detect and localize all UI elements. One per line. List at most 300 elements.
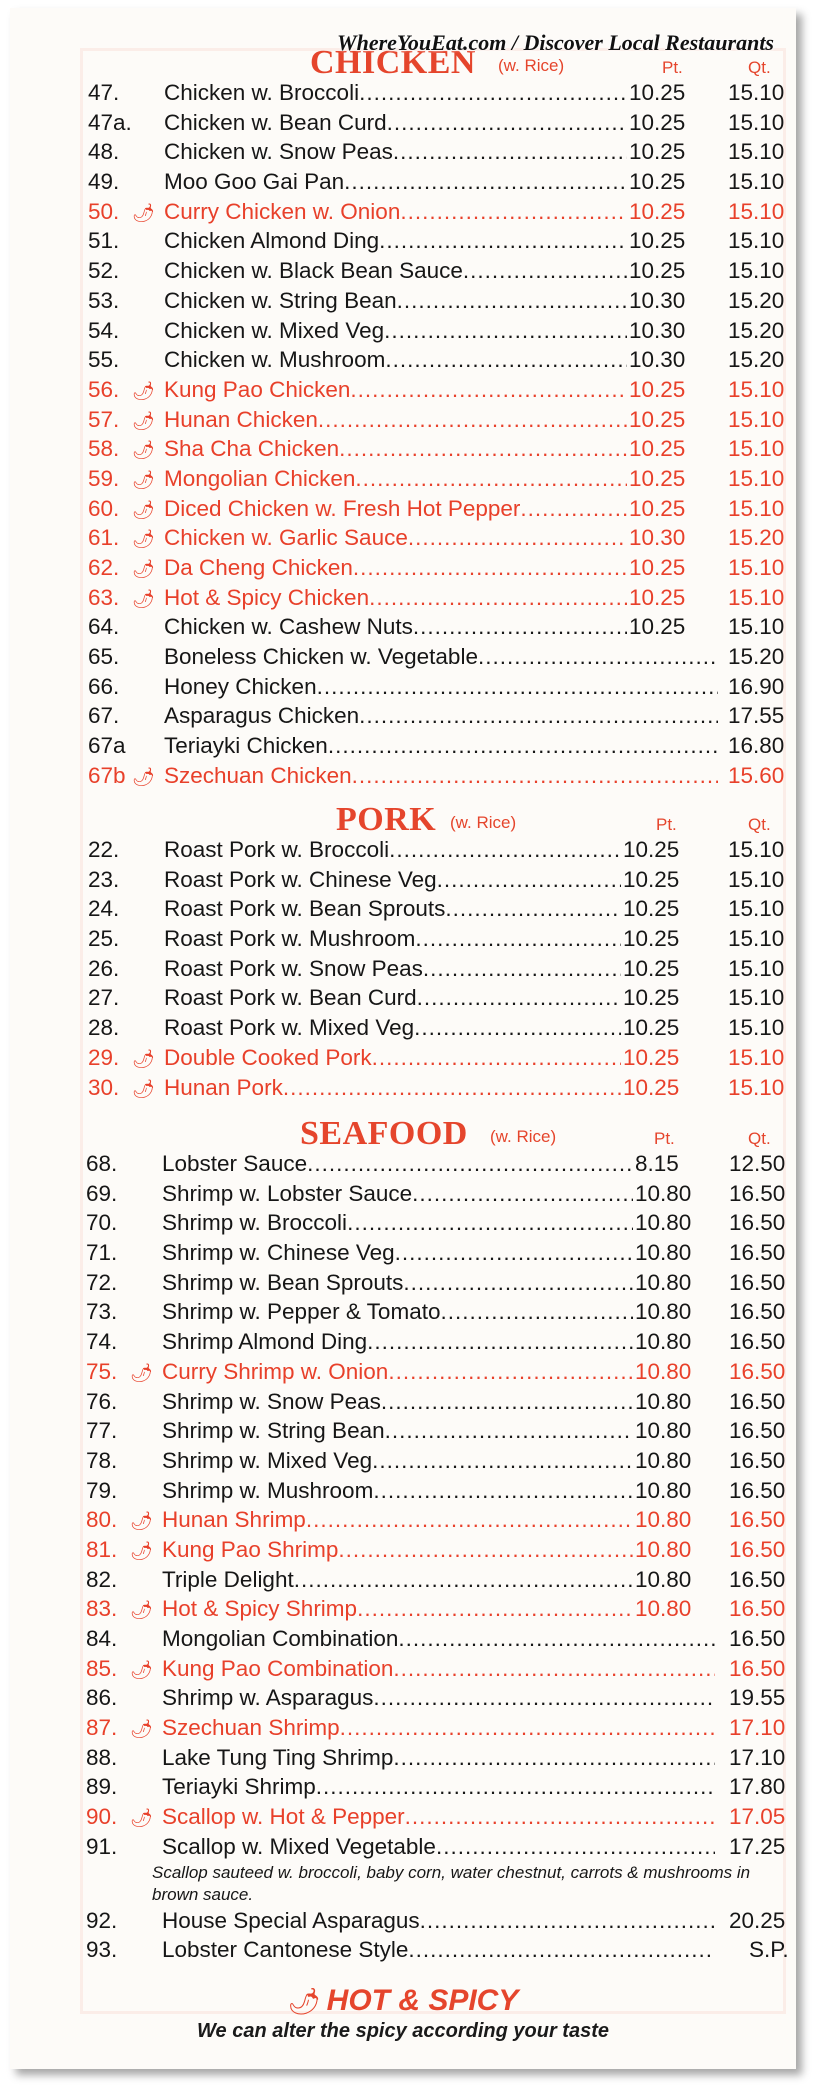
- quart-price: 15.10: [728, 258, 785, 284]
- dot-leader: [359, 701, 718, 731]
- quart-price: 16.50: [729, 1210, 786, 1236]
- item-name: Triple Delight: [162, 1566, 294, 1592]
- dot-leader: [372, 1043, 621, 1073]
- item-name: Shrimp w. Chinese Veg: [162, 1240, 395, 1266]
- item-name: Shrimp Almond Ding: [162, 1329, 368, 1355]
- section-title: SEAFOOD: [300, 1115, 468, 1152]
- dot-leader: [398, 1624, 715, 1654]
- menu-item-row: [88, 197, 788, 227]
- item-name: Kung Pao Shrimp: [162, 1536, 339, 1562]
- quart-price: 15.10: [728, 139, 785, 165]
- item-name-leader: [162, 1713, 715, 1743]
- item-number: 89.: [86, 1774, 118, 1800]
- pint-price: 10.80: [635, 1418, 692, 1444]
- quart-price: 15.20: [728, 317, 785, 343]
- pint-price: 10.25: [623, 896, 680, 922]
- dot-leader: [436, 1832, 715, 1862]
- pint-price: 10.80: [635, 1329, 692, 1355]
- quart-price: 16.50: [729, 1596, 786, 1622]
- menu-item-row: [88, 316, 788, 346]
- item-name-leader: [162, 1297, 633, 1327]
- menu-item-row: [86, 1416, 796, 1446]
- quart-price: 15.10: [728, 465, 785, 491]
- chili-pepper-icon: 🌶︎: [132, 469, 155, 490]
- item-number: 88.: [86, 1744, 118, 1770]
- dot-leader: [373, 1683, 715, 1713]
- quart-price: 15.10: [728, 495, 785, 521]
- dot-leader: [393, 1743, 715, 1773]
- dot-leader: [423, 954, 621, 984]
- quart-price: 16.50: [729, 1358, 786, 1384]
- section-subtitle: (w. Rice): [498, 56, 565, 75]
- item-number: 67.: [88, 703, 120, 729]
- menu-item-row: [88, 1043, 788, 1073]
- item-name-leader: [164, 345, 627, 375]
- pint-price: 10.25: [629, 436, 686, 462]
- item-name-leader: [164, 894, 621, 924]
- chili-pepper-icon: 🌶︎: [130, 1362, 153, 1383]
- item-name: Hunan Chicken: [164, 406, 318, 432]
- menu-item-row: [86, 1179, 796, 1209]
- item-number: 71.: [86, 1240, 118, 1266]
- item-number: 92.: [86, 1907, 118, 1933]
- quart-price: 15.10: [728, 555, 785, 580]
- pint-price: 10.25: [629, 555, 686, 580]
- item-name-leader: [164, 1013, 621, 1043]
- quart-price: 12.50: [729, 1151, 786, 1176]
- quart-price: 16.50: [729, 1626, 786, 1651]
- dot-leader: [379, 226, 627, 256]
- pint-price: 10.80: [635, 1180, 692, 1206]
- menu-item-row: [88, 731, 788, 761]
- quart-price: 15.10: [728, 109, 785, 135]
- menu-item-row: [86, 1327, 796, 1357]
- item-name: Hot & Spicy Chicken: [164, 584, 370, 610]
- dot-leader: [328, 731, 718, 761]
- quart-price: 15.10: [728, 228, 785, 254]
- item-number: 24.: [88, 896, 120, 922]
- pint-price: 10.30: [629, 347, 686, 373]
- quart-price: 15.20: [728, 347, 785, 373]
- dot-leader: [283, 1073, 621, 1103]
- item-name: Kung Pao Chicken: [164, 376, 351, 402]
- quart-price: 15.60: [728, 762, 785, 788]
- item-number: 47.: [88, 80, 120, 105]
- quart-price: 15.10: [728, 866, 785, 892]
- dot-leader: [340, 1713, 715, 1743]
- pint-price: 10.25: [629, 80, 686, 105]
- item-name-leader: [164, 256, 627, 286]
- item-name-leader: [164, 523, 627, 553]
- menu-item-row: [86, 1505, 796, 1535]
- item-name-leader: [164, 612, 627, 642]
- quart-price: 15.10: [728, 614, 785, 640]
- dot-leader: [306, 1505, 633, 1535]
- menu-item-row: [88, 494, 788, 524]
- item-name: Teriayki Shrimp: [162, 1774, 316, 1800]
- menu-item-row: [86, 1935, 796, 1965]
- item-name: Curry Shrimp w. Onion: [162, 1358, 389, 1384]
- quart-price: 19.55: [729, 1685, 786, 1711]
- menu-item-row: [88, 78, 788, 108]
- pint-price: 10.80: [635, 1299, 692, 1325]
- item-name-leader: [164, 1043, 621, 1073]
- quart-price: 15.20: [728, 287, 785, 313]
- item-number: 75.: [86, 1358, 118, 1384]
- menu-item-row: [86, 1149, 796, 1179]
- item-name-leader: [164, 835, 621, 865]
- item-number: 83.: [86, 1596, 118, 1622]
- dot-leader: [352, 761, 718, 791]
- item-name: Roast Pork w. Broccoli: [164, 837, 390, 862]
- item-number: 78.: [86, 1447, 118, 1473]
- chili-pepper-icon: 🌶︎: [132, 202, 155, 223]
- quart-price: 15.10: [728, 955, 785, 981]
- pint-price: 10.25: [623, 985, 680, 1011]
- quart-price: 15.10: [728, 80, 785, 105]
- item-name-leader: [162, 1594, 633, 1624]
- item-name: Roast Pork w. Chinese Veg: [164, 866, 437, 892]
- item-name-leader: [164, 983, 621, 1013]
- menu-footer: [10, 1984, 796, 2043]
- chili-pepper-icon: 🌶︎: [132, 766, 155, 787]
- item-name: Shrimp w. Lobster Sauce: [162, 1180, 413, 1206]
- dot-leader: [389, 835, 621, 865]
- dot-leader: [413, 612, 627, 642]
- pint-price: 10.80: [635, 1388, 692, 1414]
- item-name: Shrimp w. Pepper & Tomato: [162, 1299, 441, 1325]
- item-name: Chicken w. Bean Curd: [164, 109, 387, 135]
- item-name-leader: [164, 1073, 621, 1103]
- quart-price: 15.10: [728, 1015, 785, 1041]
- quart-price: 15.10: [728, 406, 785, 432]
- item-name-leader: [162, 1387, 633, 1417]
- chicken-section: [88, 44, 788, 791]
- item-name-leader: [162, 1476, 633, 1506]
- item-name-leader: [164, 286, 627, 316]
- dot-leader: [437, 865, 621, 895]
- dot-leader: [388, 1357, 633, 1387]
- item-name-leader: [162, 1772, 715, 1802]
- item-name: Chicken w. Snow Peas: [164, 139, 393, 165]
- site-watermark: WhereYouEat.com / Discover Local Restaurants: [337, 30, 774, 55]
- item-name-leader: [164, 405, 627, 435]
- quart-price: 15.10: [728, 376, 785, 402]
- quart-price: 15.10: [728, 1044, 785, 1070]
- dot-leader: [385, 1416, 633, 1446]
- quart-price: 15.20: [728, 525, 785, 551]
- chili-pepper-icon: 🌶︎: [132, 1048, 155, 1069]
- menu-item-row: [86, 1446, 796, 1476]
- chili-pepper-icon: 🌶︎: [132, 380, 155, 401]
- item-name-leader: [164, 761, 718, 791]
- item-name: Shrimp w. Mixed Veg: [162, 1447, 373, 1473]
- item-name: Scallop w. Hot & Pepper: [162, 1804, 405, 1830]
- item-name: Roast Pork w. Bean Curd: [164, 985, 417, 1011]
- pint-price: 10.80: [635, 1210, 692, 1236]
- pint-column-header: Pt.: [662, 58, 683, 77]
- menu-item-row: [88, 345, 788, 375]
- quart-column-header: Qt.: [748, 815, 771, 834]
- dot-leader: [359, 78, 627, 108]
- item-number: 27.: [88, 985, 120, 1011]
- item-number: 63.: [88, 584, 120, 610]
- dot-leader: [445, 894, 621, 924]
- menu-item-row: [88, 137, 788, 167]
- menu-item-row: [86, 1654, 796, 1684]
- dot-leader: [353, 553, 627, 583]
- chili-pepper-icon: 🌶︎: [132, 499, 155, 520]
- dot-leader: [463, 256, 627, 286]
- seafood-header: [86, 1115, 796, 1152]
- item-name: Roast Pork w. Mixed Veg: [164, 1015, 415, 1041]
- menu-item-row: [88, 835, 788, 865]
- dot-leader: [294, 1565, 633, 1595]
- item-number: 29.: [88, 1044, 120, 1070]
- item-number: 49.: [88, 169, 120, 195]
- item-number: 65.: [88, 644, 120, 670]
- item-number: 61.: [88, 525, 120, 551]
- menu-item-row: [86, 1772, 796, 1802]
- item-name-leader: [162, 1802, 715, 1832]
- menu-item-row: [88, 701, 788, 731]
- item-number: 55.: [88, 347, 120, 373]
- pint-price: 10.30: [629, 287, 686, 313]
- item-name: Moo Goo Gai Pan: [164, 169, 345, 195]
- item-name: Teriayki Chicken: [164, 733, 328, 759]
- item-name: Lobster Sauce: [162, 1151, 308, 1176]
- menu-item-row: [86, 1387, 796, 1417]
- item-name: Chicken w. Mushroom: [164, 347, 386, 373]
- item-name: Hunan Pork: [164, 1074, 283, 1100]
- pint-price: 10.80: [635, 1240, 692, 1266]
- quart-price: 17.25: [729, 1833, 786, 1859]
- item-name: Chicken w. Black Bean Sauce: [164, 258, 463, 284]
- pint-price: 10.25: [629, 614, 686, 640]
- item-name: Mongolian Chicken: [164, 465, 356, 491]
- menu-item-row: [88, 642, 788, 672]
- item-name: Asparagus Chicken: [164, 703, 360, 729]
- menu-item-row: [88, 761, 788, 791]
- menu-item-row: [86, 1297, 796, 1327]
- menu-page: [10, 8, 796, 2069]
- item-number: 87.: [86, 1715, 118, 1741]
- quart-price: 17.55: [728, 703, 785, 729]
- chili-pepper-icon: 🌶︎: [132, 588, 155, 609]
- menu-item-row: [88, 523, 788, 553]
- menu-item-row: [88, 865, 788, 895]
- quart-price: 15.10: [728, 436, 785, 462]
- item-name-leader: [164, 316, 627, 346]
- section-subtitle: (w. Rice): [490, 1127, 557, 1146]
- item-name: Szechuan Shrimp: [162, 1715, 340, 1741]
- menu-item-row: [88, 612, 788, 642]
- item-number: 28.: [88, 1015, 120, 1041]
- item-number: 82.: [86, 1566, 118, 1592]
- item-number: 57.: [88, 406, 120, 432]
- item-name-leader: [164, 865, 621, 895]
- dot-leader: [440, 1297, 633, 1327]
- section-subtitle: (w. Rice): [450, 813, 517, 832]
- pint-price: 10.25: [629, 198, 686, 224]
- item-name: Da Cheng Chicken: [164, 555, 353, 580]
- chili-pepper-icon: 🌶︎: [130, 1600, 153, 1621]
- menu-item-row: [86, 1683, 796, 1713]
- pint-price: 10.25: [623, 1074, 680, 1100]
- item-name: Diced Chicken w. Fresh Hot Pepper: [164, 495, 521, 521]
- item-name: Kung Pao Combination: [162, 1655, 394, 1681]
- quart-price: 16.90: [728, 673, 785, 699]
- dot-leader: [307, 1149, 633, 1179]
- quart-price: 16.50: [729, 1180, 786, 1206]
- item-number: 69.: [86, 1180, 118, 1206]
- item-number: 59.: [88, 465, 120, 491]
- item-name: Roast Pork w. Snow Peas: [164, 955, 423, 981]
- pint-price: 10.25: [629, 228, 686, 254]
- dot-leader: [387, 108, 627, 138]
- menu-item-row: [86, 1238, 796, 1268]
- item-name-leader: [162, 1179, 633, 1209]
- item-name-leader: [164, 167, 627, 197]
- pint-price: 10.25: [629, 406, 686, 432]
- pint-price: 10.25: [623, 955, 680, 981]
- item-name: Chicken w. Broccoli: [164, 80, 360, 105]
- quart-price: 16.50: [729, 1240, 786, 1266]
- item-number: 48.: [88, 139, 120, 165]
- dot-leader: [403, 1268, 633, 1298]
- item-name-leader: [164, 553, 627, 583]
- dot-leader: [338, 1535, 633, 1565]
- pint-price: 10.25: [629, 109, 686, 135]
- item-number: 91.: [86, 1833, 118, 1859]
- item-name-leader: [164, 701, 718, 731]
- pint-price: 10.25: [629, 465, 686, 491]
- menu-item-row: [88, 894, 788, 924]
- chili-pepper-icon: 🌶︎: [130, 1808, 153, 1829]
- item-number: 66.: [88, 673, 120, 699]
- menu-item-row: [88, 375, 788, 405]
- item-name-leader: [162, 1535, 633, 1565]
- item-name: Lake Tung Ting Shrimp: [162, 1744, 394, 1770]
- pint-price: 10.25: [629, 139, 686, 165]
- dot-leader: [414, 1013, 621, 1043]
- menu-item-row: [86, 1906, 796, 1936]
- pint-price: 10.25: [629, 169, 686, 195]
- item-name: Roast Pork w. Bean Sprouts: [164, 896, 446, 922]
- quart-price: 15.10: [728, 926, 785, 952]
- item-name: Scallop w. Mixed Vegetable: [162, 1833, 436, 1859]
- dot-leader: [393, 137, 627, 167]
- item-number: 60.: [88, 495, 120, 521]
- item-name: Hot & Spicy Shrimp: [162, 1596, 358, 1622]
- dot-leader: [397, 286, 627, 316]
- item-number: 22.: [88, 837, 120, 862]
- menu-item-row: [86, 1832, 796, 1862]
- menu-item-row: [86, 1357, 796, 1387]
- item-name-leader: [162, 1446, 633, 1476]
- item-name-leader: [164, 197, 627, 227]
- chicken-items: [88, 78, 788, 791]
- item-name: Roast Pork w. Mushroom: [164, 926, 416, 952]
- pint-price: 10.25: [623, 1015, 680, 1041]
- dot-leader: [385, 345, 627, 375]
- quart-price: S.P.: [749, 1937, 789, 1963]
- pint-price: 10.80: [635, 1596, 692, 1622]
- item-name-leader: [162, 1743, 715, 1773]
- item-name: Mongolian Combination: [162, 1626, 399, 1651]
- dot-leader: [384, 316, 627, 346]
- item-number: 47a.: [88, 109, 132, 135]
- dot-leader: [405, 1802, 715, 1832]
- quart-price: 17.10: [729, 1715, 786, 1741]
- menu-item-row: [88, 954, 788, 984]
- quart-price: 15.10: [728, 169, 785, 195]
- seafood-section: [86, 1115, 796, 1965]
- menu-item-row: [86, 1208, 796, 1238]
- pint-column-header: Pt.: [656, 815, 677, 834]
- menu-item-row: [86, 1802, 796, 1832]
- quart-price: 16.50: [729, 1299, 786, 1325]
- menu-item-row: [86, 1565, 796, 1595]
- dot-leader: [381, 1387, 633, 1417]
- menu-item-row: [88, 924, 788, 954]
- item-name: House Special Asparagus: [162, 1907, 420, 1933]
- item-number: 64.: [88, 614, 120, 640]
- item-number: 86.: [86, 1685, 118, 1711]
- quart-price: 17.80: [729, 1774, 786, 1800]
- item-name: Chicken w. Mixed Veg: [164, 317, 385, 343]
- pint-price: 10.25: [623, 866, 680, 892]
- quart-price: 15.10: [728, 198, 785, 224]
- item-name: Boneless Chicken w. Vegetable: [164, 644, 478, 670]
- item-name-leader: [164, 672, 718, 702]
- pint-price: 10.80: [635, 1566, 692, 1592]
- item-name-leader: [164, 642, 718, 672]
- quart-price: 15.20: [728, 644, 785, 670]
- dot-leader: [420, 1906, 715, 1936]
- item-number: 68.: [86, 1151, 118, 1176]
- dot-leader: [400, 197, 627, 227]
- pint-price: 10.30: [629, 317, 686, 343]
- item-name-leader: [162, 1654, 715, 1684]
- pint-price: 10.25: [629, 376, 686, 402]
- menu-item-row: [86, 1624, 796, 1654]
- quart-price: 17.05: [729, 1804, 786, 1830]
- item-name-leader: [162, 1327, 633, 1357]
- item-name-leader: [162, 1357, 633, 1387]
- quart-column-header: Qt.: [748, 58, 771, 77]
- pint-price: 10.80: [635, 1536, 692, 1562]
- dot-leader: [317, 672, 718, 702]
- menu-item-row: [88, 1073, 788, 1103]
- item-name-leader: [162, 1208, 633, 1238]
- menu-item-row: [88, 226, 788, 256]
- quart-price: 16.50: [729, 1269, 786, 1295]
- quart-price: 15.10: [728, 837, 785, 862]
- menu-item-row: [88, 553, 788, 583]
- menu-item-row: [86, 1268, 796, 1298]
- item-number: 70.: [86, 1210, 118, 1236]
- item-number: 90.: [86, 1804, 118, 1830]
- item-name-leader: [162, 1505, 633, 1535]
- item-name-leader: [162, 1565, 633, 1595]
- item-number: 72.: [86, 1269, 118, 1295]
- dot-leader: [369, 583, 627, 613]
- quart-price: 16.80: [728, 733, 785, 759]
- item-number: 77.: [86, 1418, 118, 1444]
- quart-price: 16.50: [729, 1655, 786, 1681]
- dot-leader: [344, 167, 627, 197]
